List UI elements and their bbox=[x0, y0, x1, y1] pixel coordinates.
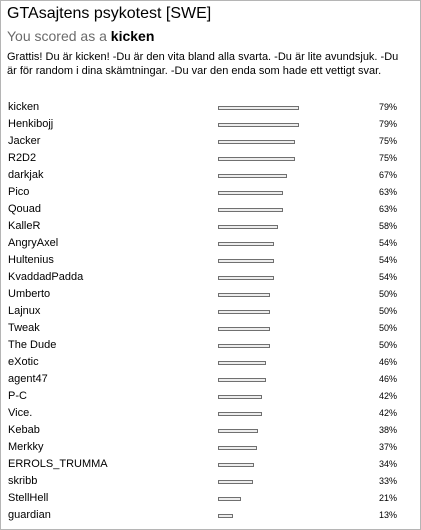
result-percent: 38% bbox=[378, 425, 397, 435]
result-bar bbox=[218, 259, 274, 263]
result-row bbox=[1, 269, 420, 286]
result-percent: 33% bbox=[378, 476, 397, 486]
result-bar bbox=[218, 310, 270, 314]
result-row bbox=[1, 354, 420, 371]
score-summary bbox=[7, 28, 154, 44]
result-row bbox=[1, 456, 420, 473]
result-row bbox=[1, 184, 420, 201]
result-name: eXotic bbox=[8, 356, 39, 368]
result-percent: 54% bbox=[378, 238, 397, 248]
result-bar bbox=[218, 480, 253, 484]
result-bar bbox=[218, 378, 266, 382]
result-row bbox=[1, 303, 420, 320]
result-name: Umberto bbox=[8, 288, 51, 300]
result-bar bbox=[218, 344, 270, 348]
result-percent: 50% bbox=[378, 323, 397, 333]
result-percent: 13% bbox=[378, 510, 397, 520]
result-percent: 58% bbox=[378, 221, 397, 231]
result-row bbox=[1, 405, 420, 422]
result-name: darkjak bbox=[8, 169, 44, 181]
result-percent: 50% bbox=[378, 289, 397, 299]
result-name: R2D2 bbox=[8, 152, 37, 164]
result-percent: 79% bbox=[378, 102, 397, 112]
result-bar bbox=[218, 140, 295, 144]
quiz-title: GTAsajtens psykotest [SWE] bbox=[7, 5, 212, 22]
result-name: Merkky bbox=[8, 441, 44, 453]
result-name: Tweak bbox=[8, 322, 40, 334]
result-row bbox=[1, 252, 420, 269]
result-name: Jacker bbox=[8, 135, 41, 147]
result-bar bbox=[218, 395, 262, 399]
result-name: Lajnux bbox=[8, 305, 41, 317]
result-row bbox=[1, 507, 420, 524]
result-bar bbox=[218, 412, 262, 416]
result-percent: 46% bbox=[378, 374, 397, 384]
results-list bbox=[1, 99, 420, 524]
result-percent: 50% bbox=[378, 306, 397, 316]
score-prefix: You scored as a bbox=[7, 28, 107, 44]
result-row bbox=[1, 388, 420, 405]
result-name: guardian bbox=[8, 509, 51, 521]
result-bar bbox=[218, 429, 258, 433]
result-row bbox=[1, 286, 420, 303]
result-row bbox=[1, 422, 420, 439]
score-result: kicken bbox=[110, 28, 155, 44]
result-row bbox=[1, 167, 420, 184]
result-row bbox=[1, 218, 420, 235]
result-name: AngryAxel bbox=[8, 237, 59, 249]
result-percent: 21% bbox=[378, 493, 397, 503]
result-percent: 37% bbox=[378, 442, 397, 452]
result-bar bbox=[218, 191, 283, 195]
result-row bbox=[1, 150, 420, 167]
result-percent: 50% bbox=[378, 340, 397, 350]
result-bar bbox=[218, 327, 270, 331]
result-bar bbox=[218, 361, 266, 365]
result-bar bbox=[218, 514, 233, 518]
result-percent: 79% bbox=[378, 119, 397, 129]
result-name: agent47 bbox=[8, 373, 48, 385]
result-name: Kebab bbox=[8, 424, 40, 436]
result-name: Henkibojj bbox=[8, 118, 54, 130]
result-bar bbox=[218, 497, 241, 501]
result-percent: 46% bbox=[378, 357, 397, 367]
result-percent: 34% bbox=[378, 459, 397, 469]
result-bar bbox=[218, 123, 299, 127]
result-row bbox=[1, 235, 420, 252]
result-name: Hultenius bbox=[8, 254, 54, 266]
result-row bbox=[1, 439, 420, 456]
result-row bbox=[1, 473, 420, 490]
result-name: ERROLS_TRUMMA bbox=[8, 458, 108, 470]
result-percent: 67% bbox=[378, 170, 397, 180]
result-row bbox=[1, 490, 420, 507]
result-percent: 75% bbox=[378, 153, 397, 163]
result-description: Grattis! Du är kicken! -Du är den vita bland alla svarta. -Du är lite avundsjuk. -Du är för random i dina skämtningar. -Du var den enda som hade ett vettigt svar. bbox=[7, 51, 399, 77]
result-percent: 54% bbox=[378, 272, 397, 282]
result-bar bbox=[218, 225, 278, 229]
result-bar bbox=[218, 446, 257, 450]
result-name: Vice. bbox=[8, 407, 33, 419]
result-bar bbox=[218, 276, 274, 280]
result-name: StellHell bbox=[8, 492, 49, 504]
result-name: Qouad bbox=[8, 203, 42, 215]
result-bar bbox=[218, 242, 274, 246]
result-bar bbox=[218, 293, 270, 297]
result-name: kicken bbox=[8, 101, 40, 113]
result-name: Pico bbox=[8, 186, 30, 198]
result-name: P-C bbox=[8, 390, 27, 402]
result-row bbox=[1, 371, 420, 388]
result-row bbox=[1, 337, 420, 354]
result-percent: 75% bbox=[378, 136, 397, 146]
result-percent: 63% bbox=[378, 187, 397, 197]
result-name: skribb bbox=[8, 475, 38, 487]
result-percent: 63% bbox=[378, 204, 397, 214]
result-bar bbox=[218, 157, 295, 161]
result-row bbox=[1, 201, 420, 218]
result-row bbox=[1, 116, 420, 133]
result-name: KalleR bbox=[8, 220, 41, 232]
result-name: The Dude bbox=[8, 339, 57, 351]
result-percent: 42% bbox=[378, 408, 397, 418]
result-bar bbox=[218, 174, 287, 178]
result-bar bbox=[218, 208, 283, 212]
result-row bbox=[1, 320, 420, 337]
result-row bbox=[1, 133, 420, 150]
result-percent: 54% bbox=[378, 255, 397, 265]
result-row bbox=[1, 99, 420, 116]
result-bar bbox=[218, 106, 299, 110]
result-percent: 42% bbox=[378, 391, 397, 401]
result-name: KvaddadPadda bbox=[8, 271, 84, 283]
result-bar bbox=[218, 463, 254, 467]
